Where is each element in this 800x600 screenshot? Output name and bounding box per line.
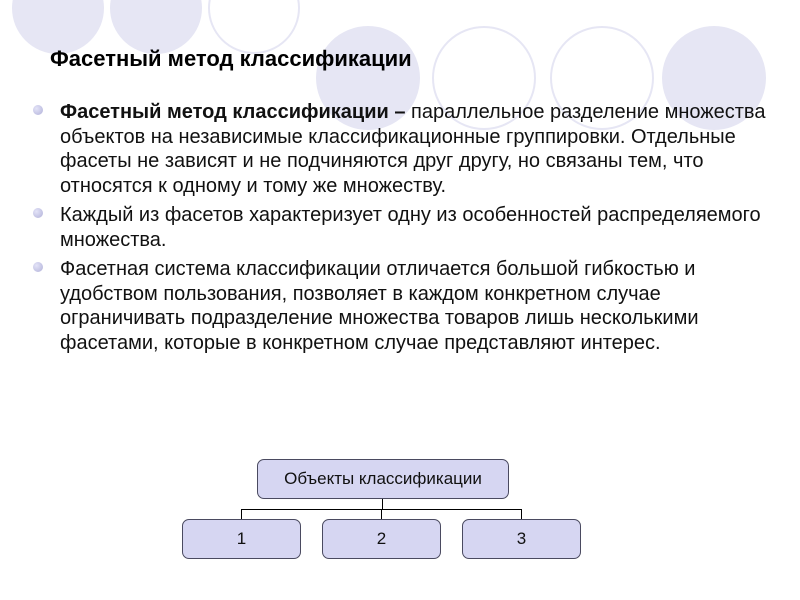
bullet-text: параллельное разделение множества объектов на независимые классификационные группировки. Отдельные фасеты не зависят и не подчиняются друг другу, но связаны тем, что относятся к одному и тому же множеству. [60, 101, 766, 197]
diagram-root-box [257, 459, 509, 499]
diagram-child-label: 1 [236, 529, 247, 548]
diagram-child-label: 3 [516, 529, 527, 548]
bullet-item [33, 203, 773, 252]
bullet-bold-text: Фасетный метод классификации – [60, 101, 406, 123]
bullet-item [33, 100, 773, 198]
connector-line [382, 499, 383, 509]
bullet-item [33, 257, 773, 355]
connector-line [521, 509, 522, 519]
bullet-icon [33, 208, 43, 218]
bullet-icon [33, 105, 43, 115]
slide-title: Фасетный метод классификации [50, 46, 412, 71]
connector-line [381, 509, 382, 519]
diagram-child-box [182, 519, 301, 559]
connector-line [241, 509, 242, 519]
bullet-text: Каждый из фасетов характеризует одну из особенностей распределяемого множества. [60, 204, 761, 251]
diagram-child-label: 2 [376, 529, 387, 548]
diagram-child-box [322, 519, 441, 559]
bullet-text: Фасетная система классификации отличается большой гибкостью и удобством пользования, позволяет в каждом конкретном случае ограничивать подразделение множества товаров лишь несколькими фасетами, которые в конкретном случае представляют интерес. [60, 258, 699, 354]
bullet-icon [33, 262, 43, 272]
bullet-list [33, 100, 773, 360]
diagram-root-label: Объекты классификации [284, 469, 482, 488]
diagram-child-box [462, 519, 581, 559]
